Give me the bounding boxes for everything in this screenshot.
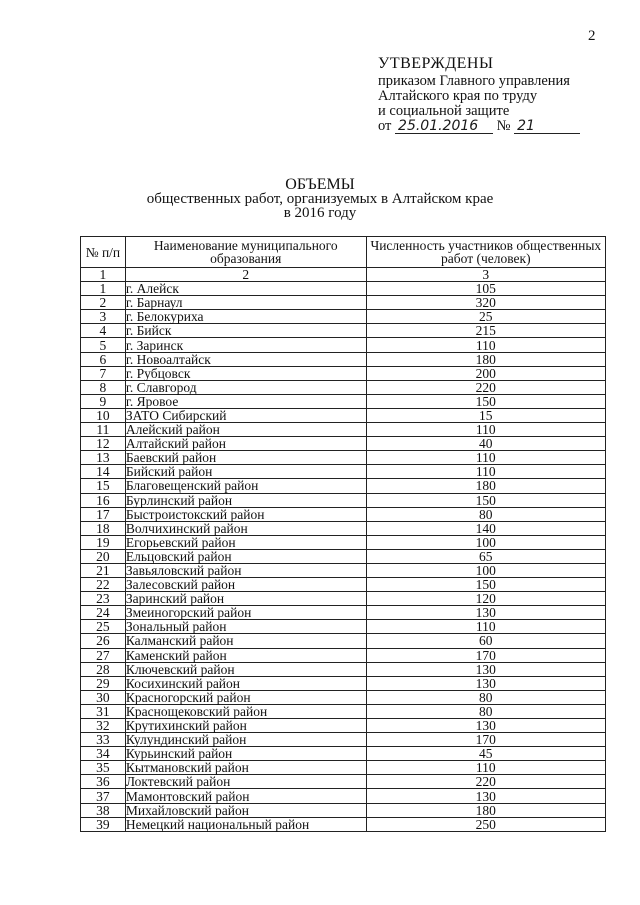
row-municipality: г. Рубцовск	[125, 366, 366, 380]
table-row	[81, 817, 606, 831]
header-participants: Численность участников общественных работ (человек)	[366, 237, 605, 268]
row-municipality: г. Славгород	[125, 380, 366, 394]
row-municipality: Локтевский район	[125, 775, 366, 789]
row-municipality: г. Бийск	[125, 324, 366, 338]
row-participants: 150	[366, 578, 605, 592]
table-row	[81, 704, 606, 718]
table-row	[81, 465, 606, 479]
row-participants: 150	[366, 493, 605, 507]
row-municipality: Бийский район	[125, 465, 366, 479]
row-participants: 130	[366, 662, 605, 676]
row-number: 37	[81, 789, 126, 803]
row-participants: 80	[366, 507, 605, 521]
row-municipality: ЗАТО Сибирский	[125, 408, 366, 422]
approval-line-1: приказом Главного управления	[378, 73, 570, 89]
row-participants: 100	[366, 535, 605, 549]
row-municipality: Заринский район	[125, 592, 366, 606]
row-participants: 60	[366, 634, 605, 648]
row-municipality: г. Заринск	[125, 338, 366, 352]
row-number: 21	[81, 563, 126, 577]
table-row	[81, 592, 606, 606]
row-number: 28	[81, 662, 126, 676]
row-municipality: Калманский район	[125, 634, 366, 648]
row-number: 31	[81, 704, 126, 718]
table-row	[81, 719, 606, 733]
row-municipality: Благовещенский район	[125, 479, 366, 493]
row-municipality: Косихинский район	[125, 676, 366, 690]
row-participants: 110	[366, 761, 605, 775]
row-municipality: г. Алейск	[125, 282, 366, 296]
table-row	[81, 394, 606, 408]
table-row	[81, 380, 606, 394]
row-number: 19	[81, 535, 126, 549]
table-row	[81, 747, 606, 761]
document-title	[0, 178, 640, 220]
row-participants: 130	[366, 606, 605, 620]
header-municipality: Наименование муниципального образования	[125, 237, 366, 268]
table-row	[81, 338, 606, 352]
row-number: 39	[81, 817, 126, 831]
row-municipality: Мамонтовский район	[125, 789, 366, 803]
table-row	[81, 549, 606, 563]
column-index: 2	[125, 268, 366, 282]
row-number: 17	[81, 507, 126, 521]
row-municipality: Залесовский район	[125, 578, 366, 592]
row-number: 23	[81, 592, 126, 606]
table-row	[81, 690, 606, 704]
table-row	[81, 563, 606, 577]
row-municipality: Егорьевский район	[125, 535, 366, 549]
order-number-handwritten: 21	[514, 119, 580, 134]
row-number: 32	[81, 719, 126, 733]
table-row	[81, 493, 606, 507]
row-participants: 110	[366, 620, 605, 634]
row-participants: 80	[366, 704, 605, 718]
row-participants: 65	[366, 549, 605, 563]
approval-heading: УТВЕРЖДЕНЫ	[378, 55, 494, 72]
row-municipality: г. Барнаул	[125, 296, 366, 310]
row-participants: 140	[366, 521, 605, 535]
table-row	[81, 507, 606, 521]
row-number: 2	[81, 296, 126, 310]
row-number: 10	[81, 408, 126, 422]
row-number: 22	[81, 578, 126, 592]
table-header-row	[81, 237, 606, 268]
title-line-3: в 2016 году	[283, 205, 357, 221]
row-number: 25	[81, 620, 126, 634]
row-participants: 120	[366, 592, 605, 606]
row-municipality: г. Новоалтайск	[125, 352, 366, 366]
row-participants: 110	[366, 465, 605, 479]
row-municipality: Ельцовский район	[125, 549, 366, 563]
row-number: 26	[81, 634, 126, 648]
header-number: № п/п	[81, 237, 126, 268]
row-participants: 130	[366, 789, 605, 803]
row-participants: 110	[366, 338, 605, 352]
table-row	[81, 324, 606, 338]
table-row	[81, 662, 606, 676]
column-index: 3	[366, 268, 605, 282]
approval-line-2: Алтайского края по труду	[378, 88, 538, 104]
table-row	[81, 423, 606, 437]
row-number: 4	[81, 324, 126, 338]
row-participants: 110	[366, 451, 605, 465]
row-number: 6	[81, 352, 126, 366]
row-municipality: Красногорский район	[125, 690, 366, 704]
table-row	[81, 352, 606, 366]
row-number: 1	[81, 282, 126, 296]
column-index: 1	[81, 268, 126, 282]
row-participants: 110	[366, 423, 605, 437]
row-number: 3	[81, 310, 126, 324]
row-participants: 25	[366, 310, 605, 324]
row-number: 33	[81, 733, 126, 747]
row-municipality: Баевский район	[125, 451, 366, 465]
title-main: ОБЪЕМЫ	[285, 176, 355, 193]
table-row	[81, 761, 606, 775]
row-municipality: Завьяловский район	[125, 563, 366, 577]
row-number: 8	[81, 380, 126, 394]
row-number: 11	[81, 423, 126, 437]
table-row	[81, 634, 606, 648]
row-municipality: Кытмановский район	[125, 761, 366, 775]
row-number: 20	[81, 549, 126, 563]
row-number: 38	[81, 803, 126, 817]
row-participants: 215	[366, 324, 605, 338]
row-municipality: Быстроистокский район	[125, 507, 366, 521]
row-participants: 150	[366, 394, 605, 408]
row-participants: 40	[366, 437, 605, 451]
row-number: 7	[81, 366, 126, 380]
row-participants: 320	[366, 296, 605, 310]
approval-line-3: и социальной защите	[378, 103, 510, 119]
table-row	[81, 578, 606, 592]
row-number: 30	[81, 690, 126, 704]
row-participants: 180	[366, 803, 605, 817]
row-participants: 170	[366, 648, 605, 662]
row-number: 35	[81, 761, 126, 775]
date-prefix: от	[378, 118, 392, 134]
row-number: 5	[81, 338, 126, 352]
row-municipality: Волчихинский район	[125, 521, 366, 535]
row-municipality: Крутихинский район	[125, 719, 366, 733]
row-municipality: г. Белокуриха	[125, 310, 366, 324]
row-number: 18	[81, 521, 126, 535]
table-row	[81, 310, 606, 324]
row-number: 16	[81, 493, 126, 507]
table-row	[81, 296, 606, 310]
row-number: 27	[81, 648, 126, 662]
row-number: 29	[81, 676, 126, 690]
order-date-handwritten: 25.01.2016	[395, 119, 493, 134]
row-participants: 170	[366, 733, 605, 747]
row-municipality: Краснощековский район	[125, 704, 366, 718]
row-participants: 100	[366, 563, 605, 577]
row-number: 34	[81, 747, 126, 761]
table-row	[81, 366, 606, 380]
row-participants: 105	[366, 282, 605, 296]
number-prefix: №	[496, 118, 511, 134]
row-participants: 180	[366, 479, 605, 493]
row-number: 36	[81, 775, 126, 789]
row-number: 12	[81, 437, 126, 451]
row-participants: 15	[366, 408, 605, 422]
row-municipality: Змеиногорский район	[125, 606, 366, 620]
table-row	[81, 775, 606, 789]
table-row	[81, 803, 606, 817]
table-row	[81, 535, 606, 549]
row-participants: 130	[366, 676, 605, 690]
row-municipality: Немецкий национальный район	[125, 817, 366, 831]
row-municipality: Курьинский район	[125, 747, 366, 761]
table-body	[81, 268, 606, 832]
row-municipality: Алейский район	[125, 423, 366, 437]
row-participants: 220	[366, 775, 605, 789]
table-row	[81, 408, 606, 422]
row-number: 9	[81, 394, 126, 408]
title-line-2: общественных работ, организуемых в Алтайском крае	[146, 191, 494, 207]
row-municipality: Зональный район	[125, 620, 366, 634]
table-row	[81, 521, 606, 535]
table-row	[81, 676, 606, 690]
table-row	[81, 733, 606, 747]
table-row	[81, 437, 606, 451]
row-number: 14	[81, 465, 126, 479]
row-number: 13	[81, 451, 126, 465]
table-row	[81, 648, 606, 662]
page-number: 2	[588, 28, 596, 44]
table-row	[81, 451, 606, 465]
row-participants: 250	[366, 817, 605, 831]
row-participants: 130	[366, 719, 605, 733]
row-municipality: Алтайский район	[125, 437, 366, 451]
volumes-table	[80, 236, 606, 832]
row-municipality: Каменский район	[125, 648, 366, 662]
order-line	[378, 119, 580, 134]
table-row	[81, 789, 606, 803]
table-row	[81, 479, 606, 493]
table-row	[81, 620, 606, 634]
row-participants: 220	[366, 380, 605, 394]
row-number: 15	[81, 479, 126, 493]
row-participants: 45	[366, 747, 605, 761]
row-municipality: Бурлинский район	[125, 493, 366, 507]
row-municipality: г. Яровое	[125, 394, 366, 408]
column-index-row	[81, 268, 606, 282]
row-participants: 200	[366, 366, 605, 380]
row-municipality: Михайловский район	[125, 803, 366, 817]
row-municipality: Кулундинский район	[125, 733, 366, 747]
row-municipality: Ключевский район	[125, 662, 366, 676]
table-row	[81, 282, 606, 296]
approval-block	[378, 56, 580, 134]
row-number: 24	[81, 606, 126, 620]
table-row	[81, 606, 606, 620]
row-participants: 80	[366, 690, 605, 704]
row-participants: 180	[366, 352, 605, 366]
